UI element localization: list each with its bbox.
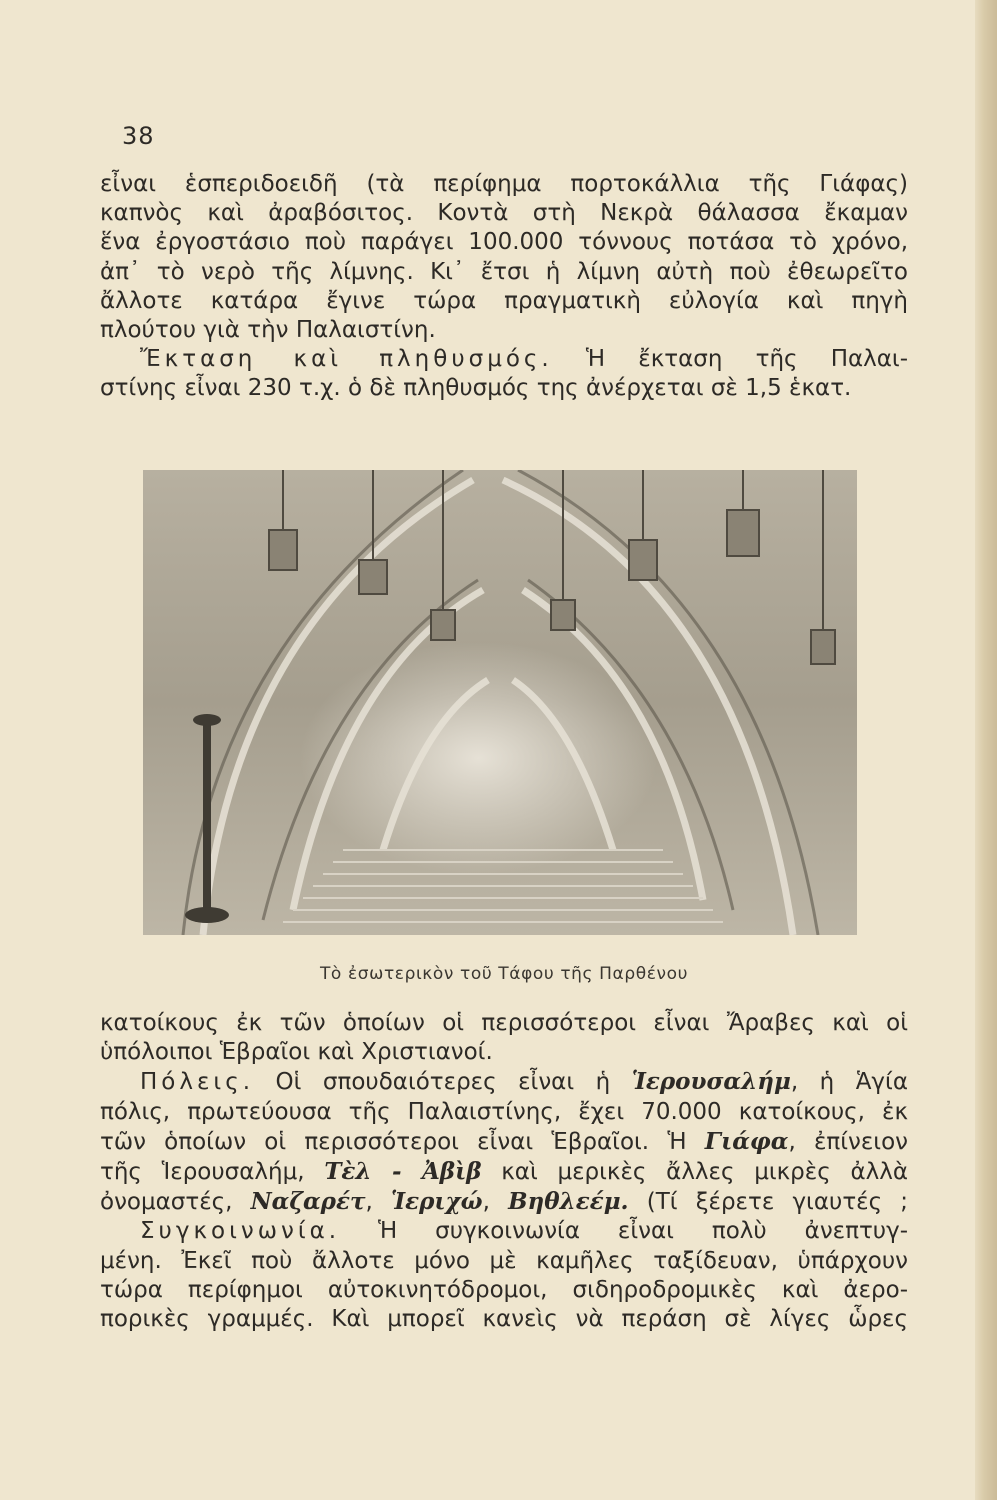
text-line	[100, 1157, 908, 1187]
comm-line	[100, 1217, 908, 1246]
text-fragment: καὶ μερικὲς ἄλλες μικρὲς ἀλλὰ	[501, 1159, 909, 1186]
text-line: τώρα περίφημοι αὐτοκινητόδρομοι, σιδηροδρομικὲς καὶ ἀερο-	[100, 1276, 908, 1303]
text-line: πορικὲς γραμμές. Καὶ μπορεῖ κανεὶς νὰ περάση σὲ λίγες ὧρες	[100, 1306, 908, 1333]
city-name: Βηθλεέμ.	[508, 1188, 629, 1216]
top-paragraph	[100, 170, 908, 404]
text-fragment: Ἡ ἔκταση τῆς Παλαι-	[585, 346, 909, 373]
text-line: καπνὸς καὶ ἀραβόσιτος. Κοντὰ στὴ Νεκρὰ θάλασσα ἔκαμαν	[100, 200, 908, 227]
text-line: πόλις, πρωτεύουσα τῆς Παλαιστίνης, ἔχει 70.000 κατοίκους, ἐκ	[100, 1098, 908, 1125]
text-line: μένη. Ἐκεῖ ποὺ ἄλλοτε μόνο μὲ καμῆλες ταξίδευαν, ὑπάρχουν	[100, 1247, 908, 1274]
text-line: πλούτου γιὰ τὴν Παλαιστίνη.	[100, 317, 436, 344]
text-fragment: Οἱ σπουδαιότερες εἶναι ἡ	[275, 1069, 611, 1096]
text-fragment: , ἡ Ἁγία	[790, 1069, 908, 1096]
text-fragment: τῆς Ἱερουσαλήμ,	[100, 1159, 305, 1186]
text-fragment: (Τί ξέρετε γιαυτές ;	[646, 1189, 909, 1216]
figure-caption: Τὸ ἐσωτερικὸν τοῦ Τάφου τῆς Παρθένου	[319, 964, 689, 984]
city-name: Ἱερουσαλήμ	[631, 1068, 791, 1096]
text-fragment: , ἐπίνειον	[788, 1128, 909, 1155]
area-heading: Ἔκταση καὶ πληθυσμός.	[140, 346, 553, 373]
text-line: στίνης εἶναι 230 τ.χ. ὁ δὲ πληθυσμός της ἀνέρχεται σὲ 1,5 ἑκατ.	[100, 375, 852, 402]
photo-illustration	[143, 470, 857, 935]
city-name: Ναζαρέτ	[250, 1188, 366, 1216]
text-line: ἀπ᾽ τὸ νερὸ τῆς λίμνης. Κι᾽ ἔτσι ἡ λίμνη αὐτὴ ποὺ ἐθεωρεῖτο	[100, 258, 908, 285]
page-number: 38	[122, 122, 155, 150]
cities-line	[100, 1067, 908, 1097]
cities-heading: Πόλεις.	[140, 1069, 255, 1096]
text-line: ἕνα ἐργοστάσιο ποὺ παράγει 100.000 τόννους ποτάσα τὸ χρόνο,	[100, 229, 908, 256]
text-line: εἶναι ἑσπεριδοειδῆ (τὰ περίφημα πορτοκάλλια τῆς Γιάφας)	[100, 171, 908, 197]
city-name: Τὲλ - Ἀβὶβ	[324, 1158, 482, 1186]
comm-heading: Συγκοινωνία.	[140, 1218, 341, 1245]
text-fragment: τῶν ὁποίων οἱ περισσότεροι εἶναι Ἑβραῖοι. Ἡ	[100, 1128, 687, 1155]
page-edge	[975, 0, 997, 1500]
tomb-interior-photo	[143, 470, 857, 935]
text-line: ἄλλοτε κατάρα ἔγινε τώρα πραγματικὴ εὐλογία καὶ πηγὴ	[100, 287, 908, 314]
text-line: ὑπόλοιποι Ἑβραῖοι καὶ Χριστιανοί.	[100, 1039, 493, 1066]
bottom-paragraph	[100, 1009, 908, 1334]
city-name: Ἱεριχώ	[390, 1188, 483, 1216]
text-line: κατοίκους ἐκ τῶν ὁποίων οἱ περισσότεροι εἶναι Ἄραβες καὶ οἱ	[100, 1010, 908, 1036]
text-line: ὀνομαστές, Ναζαρέτ, Ἱεριχώ, Βηθλεέμ. (Τί ξέρετε γιαυτές ;	[100, 1188, 909, 1216]
text-line	[100, 1127, 908, 1157]
area-line	[100, 345, 908, 374]
text-fragment: Ἡ συγκοινωνία εἶναι πολὺ ἀνεπτυγ-	[378, 1218, 909, 1245]
city-name: Γιάφα	[704, 1127, 789, 1155]
text-fragment: ὀνομαστές,	[100, 1189, 233, 1216]
